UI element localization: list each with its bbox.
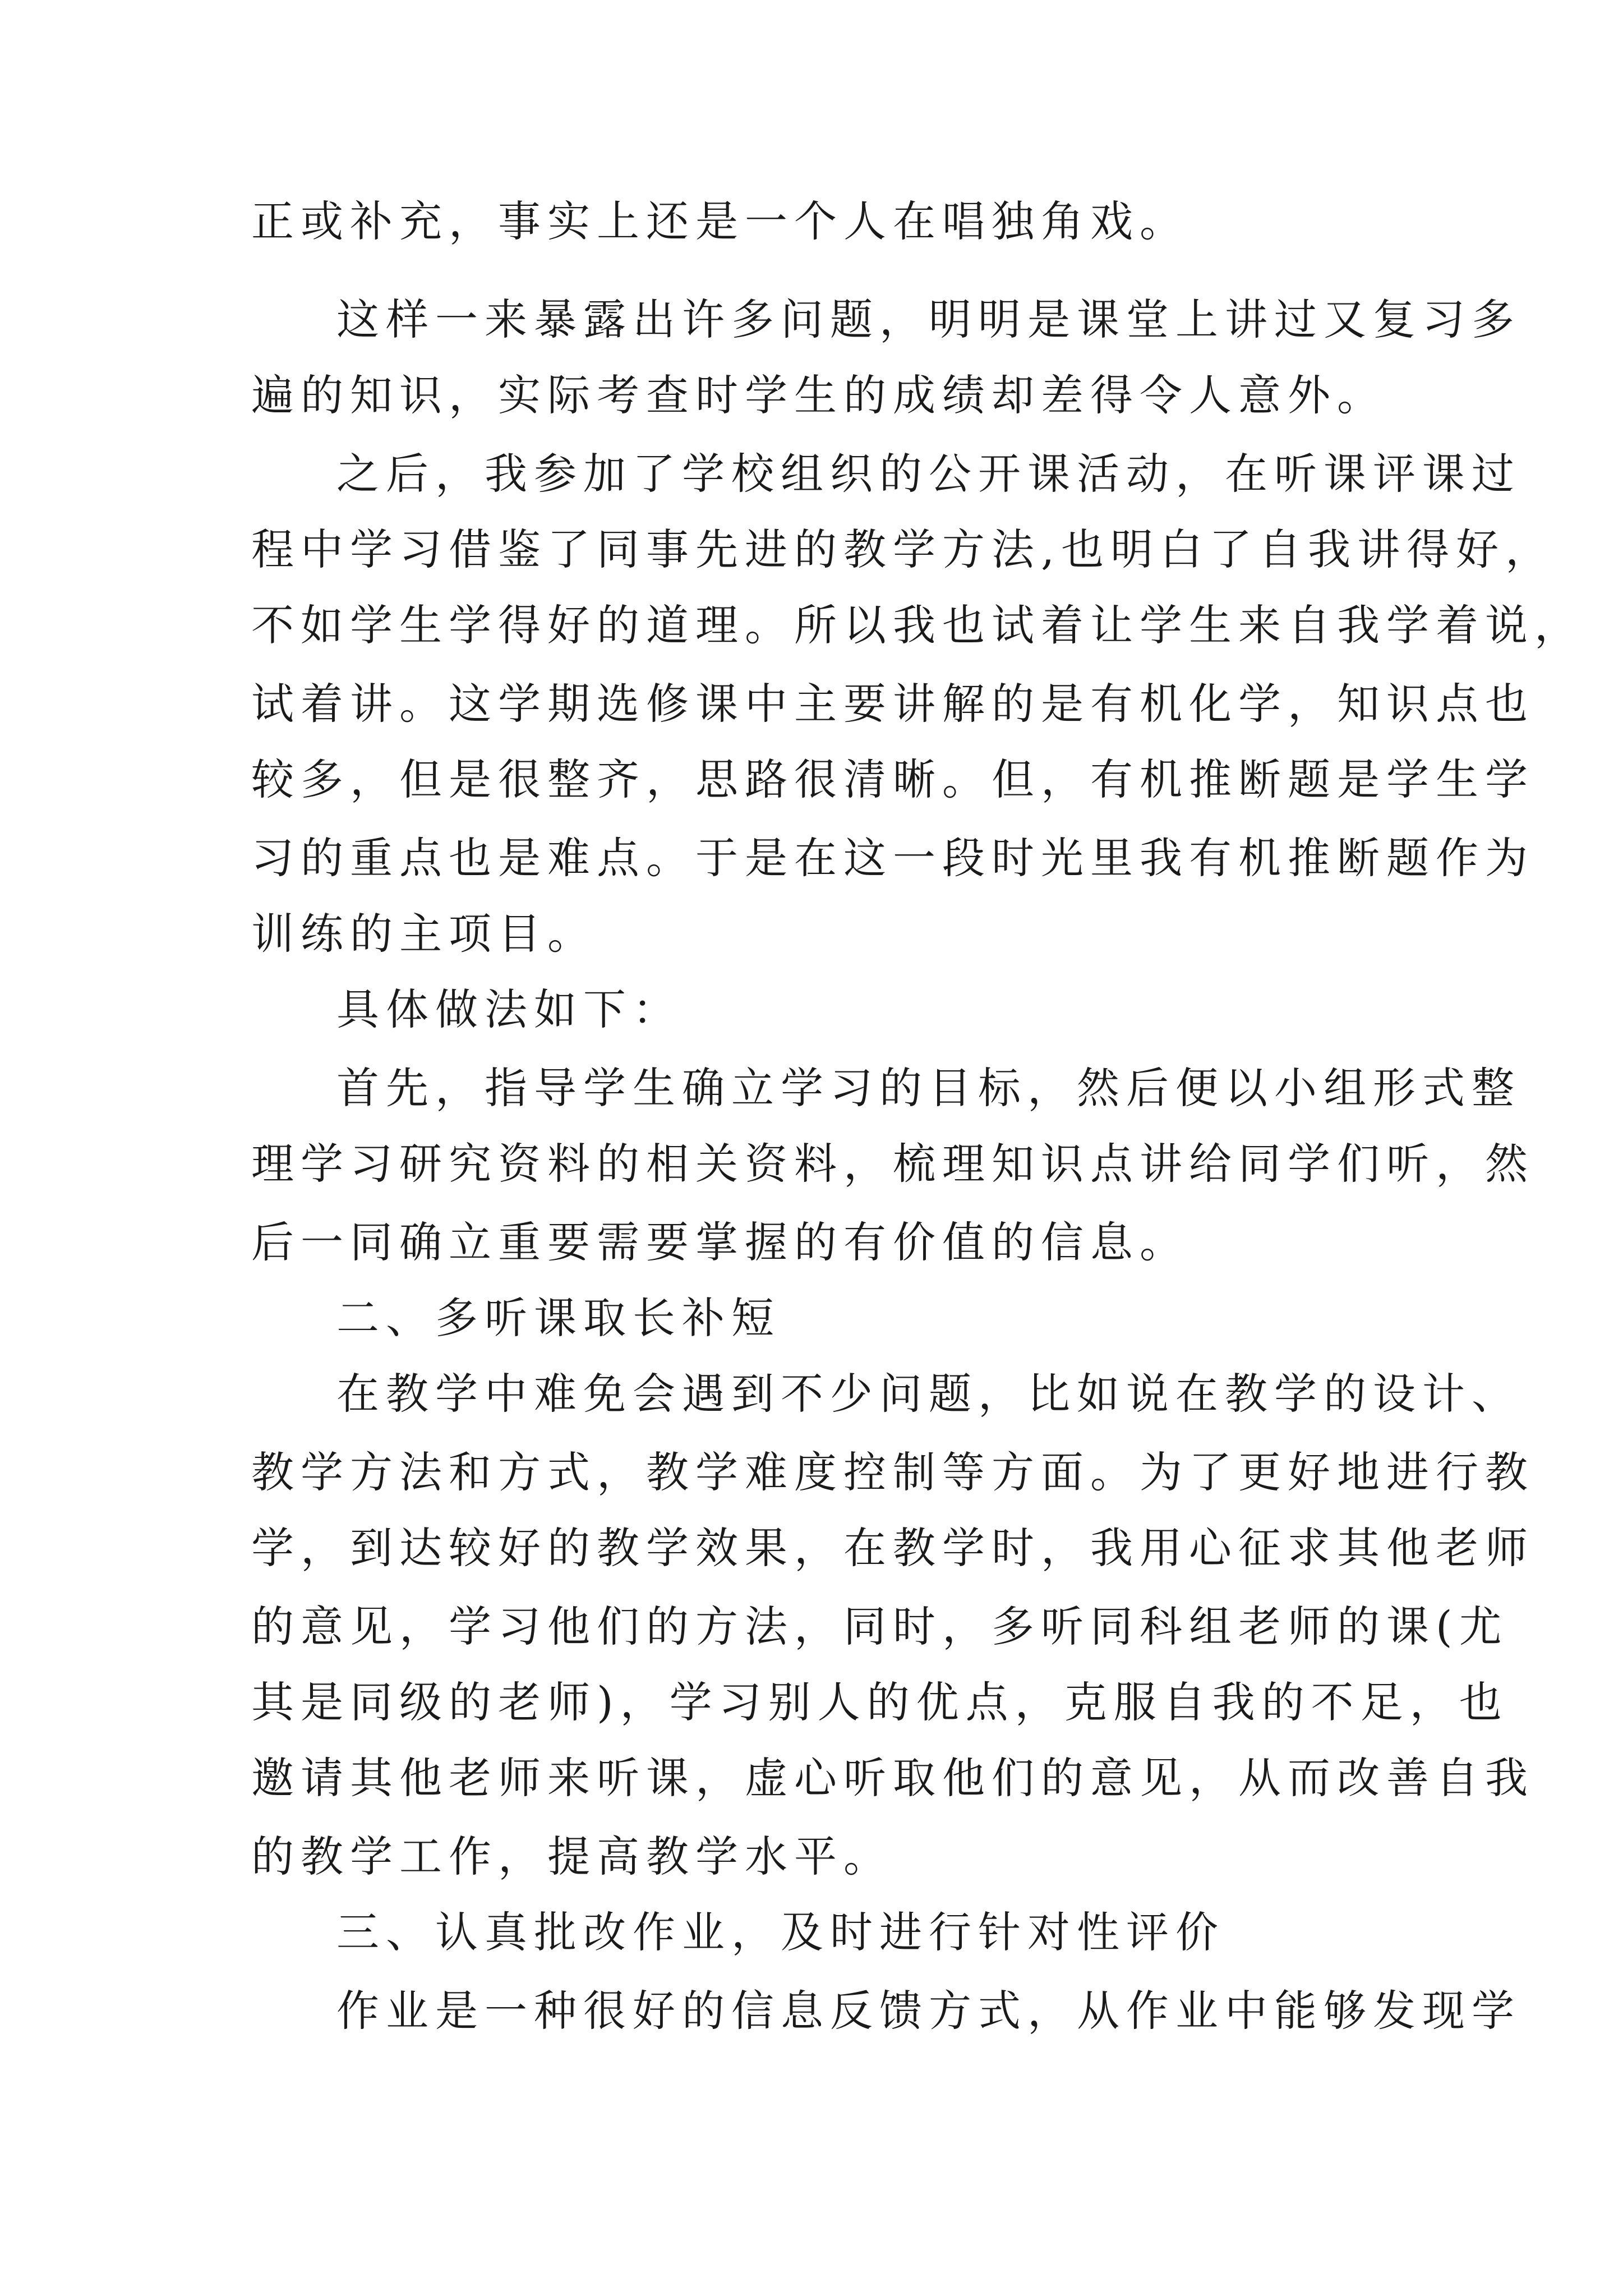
text-line: 教学方法和方式，教学难度控制等方面。为了更好地进行教 [251,1447,1534,1497]
text-line: 学，到达较好的教学效果，在教学时，我用心征求其他老师 [251,1523,1534,1573]
text-line: 较多，但是很整齐，思路很清晰。但，有机推断题是学生学 [251,754,1534,804]
section-heading: 三、认真批改作业，及时进行针对性评价 [336,1907,1225,1957]
text-line: 后一同确立重要需要掌握的有价值的信息。 [251,1217,1189,1267]
text-line: 其是同级的老师)，学习别人的优点，克服自我的不足，也 [251,1677,1509,1727]
text-line: 遍的知识，实际考查时学生的成绩却差得令人意外。 [251,370,1386,420]
text-line: 邀请其他老师来听课，虚心听取他们的意见，从而改善自我 [251,1753,1534,1803]
text-line: 的教学工作，提高教学水平。 [251,1832,893,1881]
text-line: 具体做法如下： [336,984,682,1034]
text-line: 在教学中难免会遇到不少问题，比如说在教学的设计、 [336,1369,1521,1419]
text-line: 正或补充，事实上还是一个人在唱独角戏。 [251,196,1189,246]
text-line: 这样一来暴露出许多问题，明明是课堂上讲过又复习多 [336,295,1521,344]
text-line: 作业是一种很好的信息反馈方式，从作业中能够发现学 [336,1986,1521,2036]
section-heading: 二、多听课取长补短 [336,1293,781,1343]
text-line: 程中学习借鉴了同事先进的教学方法,也明白了自我讲得好， [251,524,1555,574]
text-line: 首先，指导学生确立学习的目标，然后便以小组形式整 [336,1063,1521,1113]
text-line: 试着讲。这学期选修课中主要讲解的是有机化学，知识点也 [251,679,1534,729]
text-line: 习的重点也是难点。于是在这一段时光里我有机推断题作为 [251,833,1534,883]
text-line: 理学习研究资料的相关资料，梳理知识点讲给同学们听，然 [251,1139,1534,1189]
text-line: 不如学生学得好的道理。所以我也试着让学生来自我学着说， [251,600,1584,650]
text-line: 训练的主项目。 [251,909,597,959]
text-line: 之后，我参加了学校组织的公开课活动，在听课评课过 [336,449,1521,499]
text-line: 的意见，学习他们的方法，同时，多听同科组老师的课(尤 [251,1602,1509,1651]
